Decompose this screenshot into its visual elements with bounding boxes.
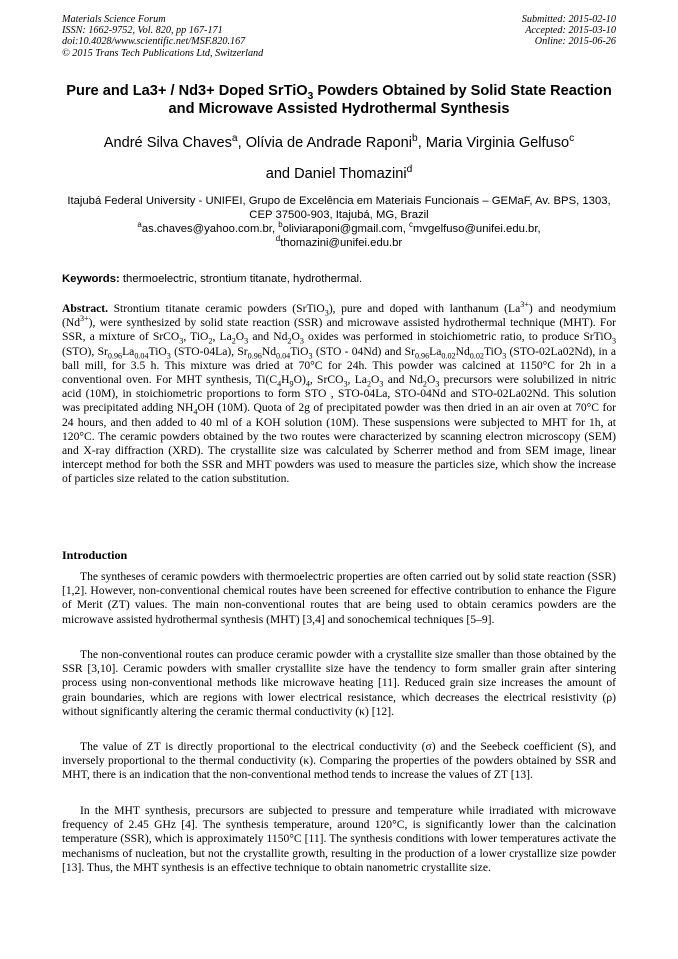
author-sep: ,: [417, 135, 426, 151]
keywords-text: thermoelectric, strontium titanate, hydrothermal.: [119, 273, 363, 285]
email-sep: ,: [402, 223, 409, 235]
abstract: [62, 302, 616, 487]
email-mark: d: [275, 234, 281, 244]
author-name: Olívia de Andrade Raponi: [245, 135, 413, 151]
dates-header: [522, 14, 616, 48]
author-sep: ,: [237, 135, 246, 151]
journal-header: [62, 14, 263, 59]
intro-paragraph: The syntheses of ceramic powders with thermoelectric properties are often carried out by solid state reaction (SSR) [1,2]. However, non-conventional chemical routes have been screened for effective contribution to enhance the Figure of Merit (ZT) values. The main non-conventional routes that are being used to obtain ceramics powders are the microwave assisted hydrothermal synthesis (MHT) [3,4] and sonochemical techniques [5–9].: [62, 570, 616, 626]
intro-paragraph: In the MHT synthesis, precursors are subjected to pressure and temperature while irradiated with microwave frequency of 2.45 GHz [4]. The synthesis temperature, around 120°C, is significantly lower than the calcination temperature (SSR), which is approximately 1150°C [11]. The synthesis conditions with lower temperatures activate the mechanisms of nucleation, but not the crystallite growth, resulting in the production of a lower crystallize size powder [13]. Thus, the MHT synthesis is an effective technique to obtain nanometric crystallite size.: [62, 804, 616, 874]
keywords: [62, 272, 616, 286]
affiliation: [62, 194, 616, 250]
keywords-label: Keywords:: [62, 273, 120, 285]
author-mark: a: [231, 133, 238, 145]
affiliation-address: Itajubá Federal University - UNIFEI, Grupo de Excelência em Materiais Funcionais – GEMaF, Av. BPS, 1303, CEP 37500-903, Itajubá, MG, Brazil: [67, 195, 611, 221]
title-subscript: 3: [307, 90, 314, 102]
email-link[interactable]: as.chaves@yahoo.com.br: [141, 223, 272, 235]
author-list: [62, 128, 616, 190]
email-sep: ,: [537, 223, 541, 235]
section-heading-introduction: Introduction: [62, 548, 128, 562]
email-link[interactable]: oliviaraponi@gmail.com: [282, 223, 403, 235]
intro-paragraph: The value of ZT is directly proportional to the electrical conductivity (σ) and the Seebeck coefficient (S), and inversely proportional to the thermal conductivity (κ). Comparing the properties of the powders obtained by SSR and MHT, there is an indication that the non-conventional method tends to increase the values of ZT [13].: [62, 740, 616, 782]
submitted-date: Submitted: 2015-02-10: [521, 14, 616, 25]
email-line: [62, 222, 616, 250]
abstract-label: Abstract.: [62, 302, 109, 315]
online-date: Online: 2015-06-26: [534, 36, 616, 48]
accepted-date: Accepted: 2015-03-10: [525, 25, 616, 37]
title-part-1: Pure and La3+ / Nd3+ Doped SrTiO: [66, 83, 308, 99]
title-part-2: Powders Obtained by Solid State Reaction and Microwave Assisted Hydrothermal Synthesis: [168, 83, 612, 117]
copyright-line: © 2015 Trans Tech Publications Ltd, Switzerland: [62, 47, 264, 59]
doi-line[interactable]: doi:10.4028/www.scientific.net/MSF.820.167: [62, 36, 246, 48]
paper-title: [62, 82, 616, 118]
email-mark: b: [278, 220, 283, 230]
abstract-text: Strontium titanate ceramic powders (SrTiO$_3$), pure and doped with lanthanum $(La^{3+})$ and neodymium $(Nd^{3+})$, were synthesized by solid state reaction (SSR) and microwave assisted hydrothermal technique (MHT). For SSR, a mixture of SrCO$_3$, TiO$_2$, $La_2O_3$ and $Nd_2O_3$ oxides was performed in stoichiometric ratio, to produce SrTiO$_3$ (STO), $Sr_{0.96}La_{0.04}TiO_3$ (STO-04La), $Sr_{0.96}Nd_{0.04}TiO_3$ (STO - 04Nd) and $Sr_{0.96}La_{0.02}Nd_{0.02}TiO_3$ (STO-02La02Nd), in a ball mill, for 3.5 h. This mixture was dried at 70°C for 24h. This powder was calcined at 1150°C for 2h in a conventional oven. For MHT synthesis, $Ti(C_4H_9O)_4$, SrCO$_3$, $La_2O_3$ and $Nd_2O_3$ precursors were solubilized in nitric acid (10M), in stoichiometric proportions to form STO , STO-04La, STO-04Nd and STO-02La02Nd. This solution was precipitated adding $NH_4OH$ (10M). Quota of 2g of precipitated powder was then dried in an air oven at 70°C for 24 hours, and then added to 40 ml of a KOH solution (10M). These suspensions were subjected to MHT for 1h, at 120°C. The ceramic powders obtained by the two routes were characterized by scanning electron microscopy (SEM) and X-ray diffraction (XRD). The crystallite size was calculated by Scherrer method and from SEM image, linear intercept method for both the SSR and MHT powders was used to measure the particles size, which show the increase of particles size related to the cation substitution.: [62, 300, 617, 486]
author-mark: b: [412, 133, 418, 145]
issn-line: ISSN: 1662-9752, Vol. 820, pp 167-171: [62, 25, 223, 37]
journal-name: Materials Science Forum: [62, 14, 166, 25]
email-mark: c: [409, 220, 413, 230]
author-name: André Silva Chaves: [103, 135, 232, 151]
author-mark: d: [406, 164, 413, 176]
intro-paragraph: The non-conventional routes can produce ceramic powder with a crystallite size smaller than those obtained by the SSR [3,10]. Ceramic powders with smaller crystallite size have the tendency to form smaller grain after sintering process using non-conventional methods like microwave heating [11]. Reduced grain size increases the amount of grain boundaries, which are regions with lower electrical resistance, which decreases the electrical resistivity (ρ) without significantly altering the ceramic thermal conductivity (κ) [12].: [62, 648, 616, 718]
email-mark: a: [137, 220, 142, 230]
email-link[interactable]: mvgelfuso@unifei.edu.br: [412, 223, 538, 235]
author-name: and Daniel Thomazini: [265, 166, 407, 182]
email-sep: ,: [271, 223, 279, 235]
author-mark: c: [569, 133, 575, 145]
email-link[interactable]: thomazini@unifei.edu.br: [280, 237, 403, 249]
author-name: Maria Virginia Gelfuso: [425, 135, 570, 151]
